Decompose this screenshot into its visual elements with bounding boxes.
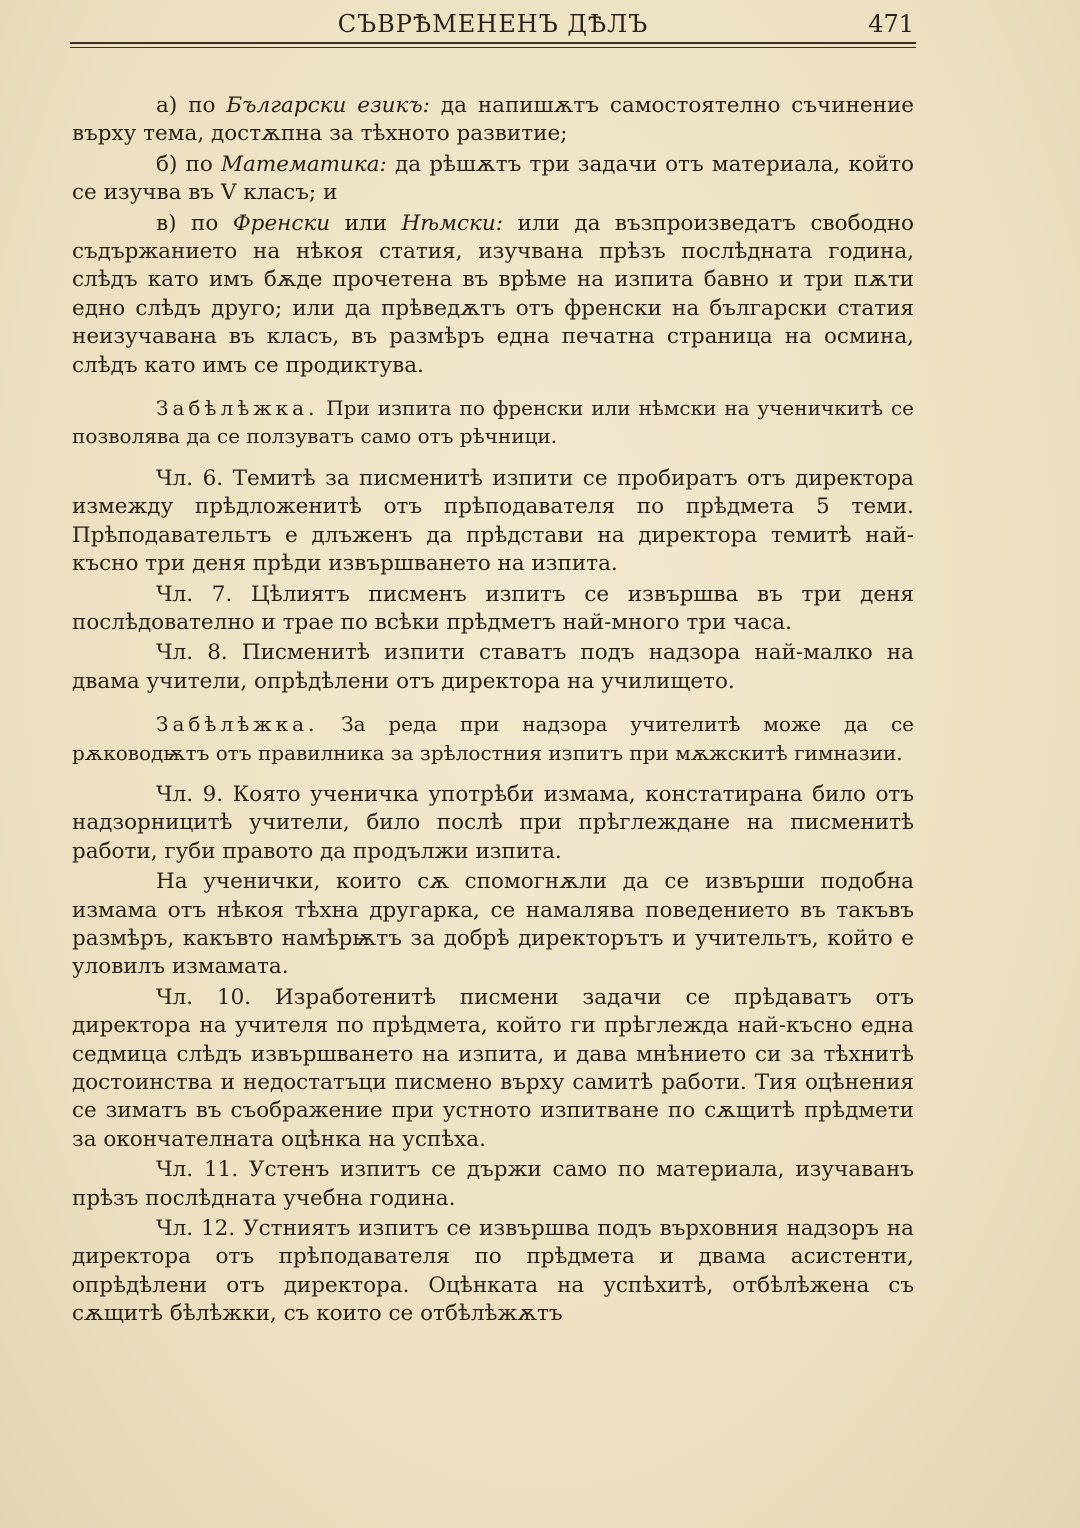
article-8: Чл. 8. Писменитѣ изпити ставатъ подъ надзора най-малко на двама учители, опрѣдѣлени отъ директора на училището. xyxy=(72,640,914,694)
header-rule-thick xyxy=(70,42,916,44)
header-rule-thin xyxy=(70,47,916,48)
note-label: Забѣлѣжка. xyxy=(156,712,319,737)
section-title: СЪВРѢМЕНЕНЪ ДѢЛЪ xyxy=(337,10,649,38)
article-9: Чл. 9. Която ученичка употрѣби измама, констатирана било отъ надзорницитѣ учители, било послѣ при прѣглеждане на писменитѣ работи, губи правото да продължи изпита. xyxy=(72,781,914,864)
page-number: 471 xyxy=(868,10,914,38)
running-header xyxy=(70,6,916,40)
note-label: Забѣлѣжка. xyxy=(156,396,319,421)
item-a: а) по Български езикъ: да напишѫтъ самостоятелно съчинение върху тема, достѫпна за тѣхното развитие; xyxy=(72,93,915,147)
article-6: Чл. 6. Темитѣ за писменитѣ изпити се пробиратъ отъ директора измежду прѣдложенитѣ отъ прѣподавателя по прѣдмета 5 теми. Прѣподавательтъ е длъженъ да прѣдстави на директора темитѣ най-късно три деня прѣди извършването на изпита. xyxy=(72,465,914,577)
item-c: в) по Френски или Нѣмски: или да възпроизведатъ свободно съдържанието на нѣкоя статия, изучвана прѣзъ послѣдната година, слѣдъ като имъ бѫде прочетена въ врѣме на изпита бавно и три пѫти едно слѣдъ друго; или да прѣведѫтъ отъ френски на български статия неизучавана въ класъ, въ размѣръ една печатна страница на осмина, слѣдъ като имъ се продиктува. xyxy=(72,210,914,378)
subject-german: Нѣмски: xyxy=(401,210,503,236)
page-body xyxy=(72,92,914,1329)
article-10: Чл. 10. Изработенитѣ писмени задачи се прѣдаватъ отъ директора на учителя по прѣдмета, който ги прѣглежда най-късно една седмица слѣдъ извършването на изпита, и дава мнѣнието си за тѣхнитѣ достоинства и недостатъци писмено върху самитѣ работи. Тия оцѣнения се зиматъ въ съображение при устното изпитване по сѫщитѣ прѣдмети за окончателната оцѣнка на успѣха. xyxy=(72,984,914,1152)
subject-bulgarian: Български езикъ: xyxy=(226,93,430,118)
article-9-para-2: На ученички, които сѫ спомогнѫли да се извърши подобна измама отъ нѣкоя тѣхна другарка, се намалява поведението въ такъвъ размѣръ, какъвто намѣрѭтъ за добрѣ директорътъ и учительтъ, който е уловилъ измамата. xyxy=(72,869,914,980)
subject-french: Френски xyxy=(232,210,331,236)
article-7: Чл. 7. Цѣлиятъ писменъ изпитъ се извършва въ три деня послѣдователно и трае по всѣки прѣдметъ най-много три часа. xyxy=(72,581,914,635)
article-12: Чл. 12. Устниятъ изпитъ се извършва подъ върховния надзоръ на директора отъ прѣподавателя по прѣдмета и двама асистенти, опрѣдѣлени отъ директора. Оцѣнката на успѣхитѣ, отбѣлѣжена съ сѫщитѣ бѣлѣжки, съ които се отбѣлѣжѫтъ xyxy=(72,1216,914,1327)
note-2: Забѣлѣжка. За реда при надзора учителитѣ може да се рѫководѭтъ отъ правилника за зрѣлостния изпитъ при мѫжскитѣ гимназии. xyxy=(72,712,914,765)
note-1: Забѣлѣжка. При изпита по френски или нѣмски на ученичкитѣ се позволява да се ползуватъ само отъ рѣчници. xyxy=(72,396,914,449)
item-b: б) по Математика: да рѣшѫтъ три задачи отъ материала, който се изучва въ V класъ; и xyxy=(72,151,914,206)
article-11: Чл. 11. Устенъ изпитъ се държи само по материала, изучаванъ прѣзъ послѣдната учебна година. xyxy=(72,1157,914,1211)
subject-math: Математика: xyxy=(221,151,387,177)
